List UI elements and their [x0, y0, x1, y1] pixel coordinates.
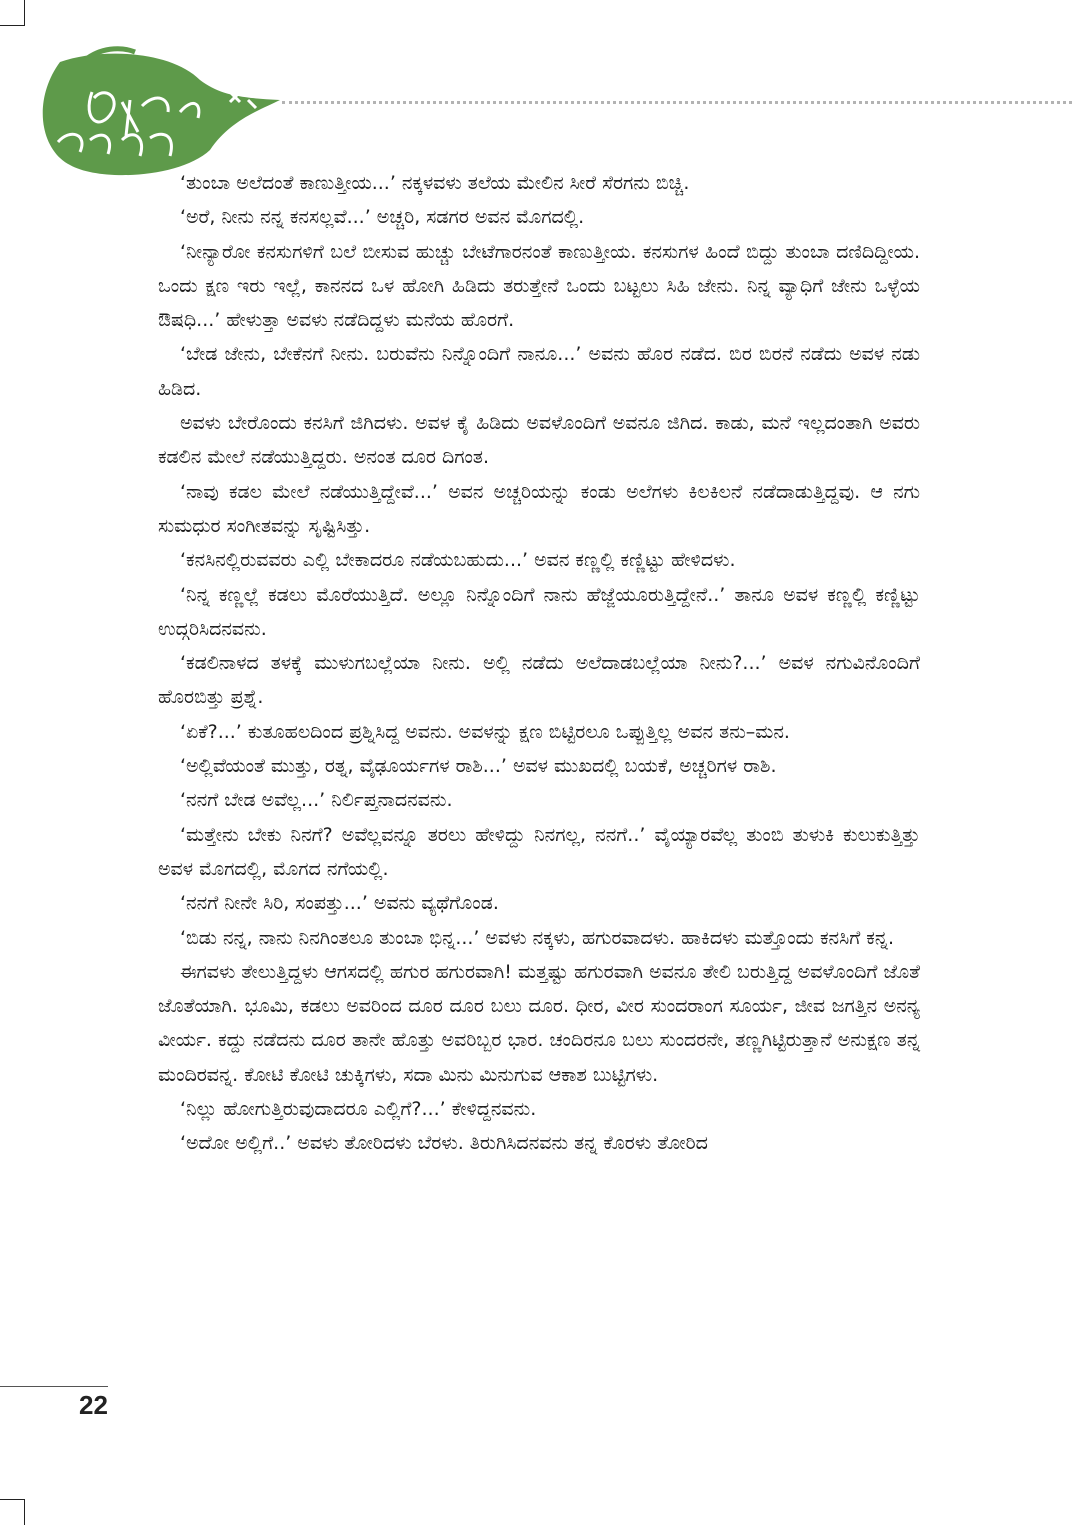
crop-mark-bottom-vertical [24, 1499, 25, 1525]
footer-rule [0, 1386, 108, 1387]
paragraph: ‘ಕನಸಿನಲ್ಲಿರುವವರು ಎಲ್ಲಿ ಬೇಕಾದರೂ ನಡೆಯಬಹುದು...’ ಅವನ ಕಣ್ಣಲ್ಲಿ ಕಣ್ಣಿಟ್ಟು ಹೇಳಿದಳು. [180, 549, 736, 572]
paragraph: ‘ಅದೋ ಅಲ್ಲಿಗೆ..’ ಅವಳು ತೋರಿದಳು ಬೆರಳು. ತಿರುಗಿಸಿದನವನು ತನ್ನ ಕೊರಳು ತೋರಿದ [180, 1132, 708, 1155]
paragraph: ‘ನನಗೆ ಬೇಡ ಅವೆಲ್ಲ...’ ನಿರ್ಲಿಪ್ತನಾದನವನು. [180, 789, 453, 812]
paragraph: ‘ತುಂಬಾ ಅಲೆದಂತೆ ಕಾಣುತ್ತೀಯ...’ ನಕ್ಕಳವಳು ತಲೆಯ ಮೇಲಿನ ಸೀರೆ ಸೆರಗನು ಬಿಚ್ಚಿ. [180, 172, 690, 194]
paragraph: ‘ಬೇಡ ಜೇನು, ಬೇಕೆನಗೆ ನೀನು. ಬರುವೆನು ನಿನ್ನೊಂದಿಗೆ ನಾನೂ...’ ಅವನು ಹೊರ ನಡೆದ. ಬಿರ ಬಿರನೆ ನಡೆದು ಅವಳ ನಡು ಹಿಡಿದ. [158, 343, 920, 400]
paragraph: ‘ನಾವು ಕಡಲ ಮೇಲೆ ನಡೆಯುತ್ತಿದ್ದೇವೆ...’ ಅವನ ಅಚ್ಚರಿಯನ್ನು ಕಂಡು ಅಲೆಗಳು ಕಿಲಕಿಲನೆ ನಡೆದಾಡುತ್ತಿದ್ದವು. ಆ ನಗು ಸುಮಧುರ ಸಂಗೀತವನ್ನು ಸೃಷ್ಟಿಸಿತ್ತು. [158, 480, 920, 537]
paragraph: ‘ಮತ್ತೇನು ಬೇಕು ನಿನಗೆ? ಅವೆಲ್ಲವನ್ನೂ ತರಲು ಹೇಳಿದ್ದು ನಿನಗಲ್ಲ, ನನಗೆ..’ ವೈಯ್ಯಾರವೆಲ್ಲ ತುಂಬಿ ತುಳುಕಿ ಕುಲುಕುತ್ತಿತ್ತು ಅವಳ ಮೊಗದಲ್ಲಿ, ಮೊಗದ ನಗೆಯಲ್ಲಿ. [158, 823, 920, 880]
paragraph: ಅವಳು ಬೇರೊಂದು ಕನಸಿಗೆ ಜಿಗಿದಳು. ಅವಳ ಕೈ ಹಿಡಿದು ಅವಳೊಂದಿಗೆ ಅವನೂ ಜಿಗಿದ. ಕಾಡು, ಮನೆ ಇಲ್ಲದಂತಾಗಿ ಅವರು ಕಡಲಿನ ಮೇಲೆ ನಡೆಯುತ್ತಿದ್ದರು. ಅನಂತ ದೂರ ದಿಗಂತ. [158, 412, 920, 469]
paragraph: ‘ನೀನ್ಯಾರೋ ಕನಸುಗಳಿಗೆ ಬಲೆ ಬೀಸುವ ಹುಚ್ಚು ಬೇಟೆಗಾರನಂತೆ ಕಾಣುತ್ತೀಯ. ಕನಸುಗಳ ಹಿಂದೆ ಬಿದ್ದು ತುಂಬಾ ದಣಿದಿದ್ದೀಯ. ಒಂದು ಕ್ಷಣ ಇರು ಇಲ್ಲೆ, ಕಾನನದ ಒಳ ಹೋಗಿ ಹಿಡಿದು ತರುತ್ತೇನೆ ಒಂದು ಬಟ್ಟಲು ಸಿಹಿ ಜೇನು. ನಿನ್ನ ವ್ಯಾಧಿಗೆ ಜೇನು ಒಳ್ಳೆಯ ಔಷಧಿ...’ ಹೇಳುತ್ತಾ ಅವಳು ನಡೆದಿದ್ದಳು ಮನೆಯ ಹೊರಗೆ. [158, 240, 920, 332]
crop-mark-bottom-horizontal [0, 1499, 25, 1500]
story-body [158, 166, 920, 1161]
paragraph: ‘ಕಡಲಿನಾಳದ ತಳಕ್ಕೆ ಮುಳುಗಬಲ್ಲೆಯಾ ನೀನು. ಅಲ್ಲಿ ನಡೆದು ಅಲೆದಾಡಬಲ್ಲೆಯಾ ನೀನು?...’ ಅವಳ ನಗುವಿನೊಂದಿಗೆ ಹೊರಬಿತ್ತು ಪ್ರಶ್ನೆ. [158, 652, 920, 709]
paragraph: ‘ಬಿಡು ನನ್ನ, ನಾನು ನಿನಗಿಂತಲೂ ತುಂಬಾ ಭಿನ್ನ...’ ಅವಳು ನಕ್ಕಳು, ಹಗುರವಾದಳು. ಹಾಕಿದಳು ಮತ್ತೊಂದು ಕನಸಿಗೆ ಕನ್ನ. [180, 926, 894, 949]
crop-mark-top-horizontal [0, 25, 25, 26]
paragraph: ‘ನಿನ್ನ ಕಣ್ಣಲ್ಲೆ ಕಡಲು ಮೊರೆಯುತ್ತಿದೆ. ಅಲ್ಲೂ ನಿನ್ನೊಂದಿಗೆ ನಾನು ಹೆಜ್ಜೆಯೂರುತ್ತಿದ್ದೇನೆ..’ ತಾನೂ ಅವಳ ಕಣ್ಣಲ್ಲಿ ಕಣ್ಣಿಟ್ಟು ಉದ್ಗರಿಸಿದನವನು. [158, 583, 920, 640]
paragraph: ‘ಏಕೆ?...’ ಕುತೂಹಲದಿಂದ ಪ್ರಶ್ನಿಸಿದ್ದ ಅವನು. ಅವಳನ್ನು ಕ್ಷಣ ಬಿಟ್ಟಿರಲೂ ಒಪ್ಪುತ್ತಿಲ್ಲ ಅವನ ತನು–ಮನ. [180, 720, 790, 743]
paragraph: ‘ಅರೆ, ನೀನು ನನ್ನ ಕನಸಲ್ಲವೆ...’ ಅಚ್ಚರಿ, ಸಡಗರ ಅವನ ಮೊಗದಲ್ಲಿ. [180, 206, 585, 229]
paragraph: ಈಗವಳು ತೇಲುತ್ತಿದ್ದಳು ಆಗಸದಲ್ಲಿ ಹಗುರ ಹಗುರವಾಗಿ! ಮತ್ತಷ್ಟು ಹಗುರವಾಗಿ ಅವನೂ ತೇಲಿ ಬರುತ್ತಿದ್ದ ಅವಳೊಂದಿಗೆ ಜೊತೆ ಜೊತೆಯಾಗಿ. ಭೂಮಿ, ಕಡಲು ಅವರಿಂದ ದೂರ ದೂರ ಬಲು ದೂರ. ಧೀರ, ವೀರ ಸುಂದರಾಂಗ ಸೂರ್ಯ, ಜೀವ ಜಗತ್ತಿನ ಅನನ್ಯ ವೀರ್ಯ. ಕದ್ದು ನಡೆದನು ದೂರ ತಾನೇ ಹೊತ್ತು ಅವರಿಬ್ಬರ ಭಾರ. ಚಂದಿರನೂ ಬಲು ಸುಂದರನೇ, ತಣ್ಣಗಿಟ್ಟಿರುತ್ತಾನೆ ಅನುಕ್ಷಣ ತನ್ನ ಮಂದಿರವನ್ನ. ಕೋಟಿ ಕೋಟಿ ಚುಕ್ಕಿಗಳು, ಸದಾ ಮಿನು ಮಿನುಗುವ ಆಕಾಶ ಬುಟ್ಟಿಗಳು. [158, 960, 920, 1086]
header-dotted-rule [282, 101, 1072, 104]
page-number: 22 [79, 1390, 108, 1420]
paragraph: ‘ಅಲ್ಲಿವೆಯಂತೆ ಮುತ್ತು, ರತ್ನ, ವೈಢೂರ್ಯಗಳ ರಾಶಿ...’ ಅವಳ ಮುಖದಲ್ಲಿ ಬಯಕೆ, ಅಚ್ಚರಿಗಳ ರಾಶಿ. [180, 755, 777, 778]
crop-mark-top-vertical [24, 0, 25, 26]
paragraph: ‘ನಿಲ್ಲು ಹೋಗುತ್ತಿರುವುದಾದರೂ ಎಲ್ಲಿಗೆ?...’ ಕೇಳಿದ್ದನವನು. [180, 1098, 537, 1121]
paragraph: ‘ನನಗೆ ನೀನೇ ಸಿರಿ, ಸಂಪತ್ತು...’ ಅವನು ವ್ಯಥೆಗೊಂಡ. [180, 892, 499, 915]
